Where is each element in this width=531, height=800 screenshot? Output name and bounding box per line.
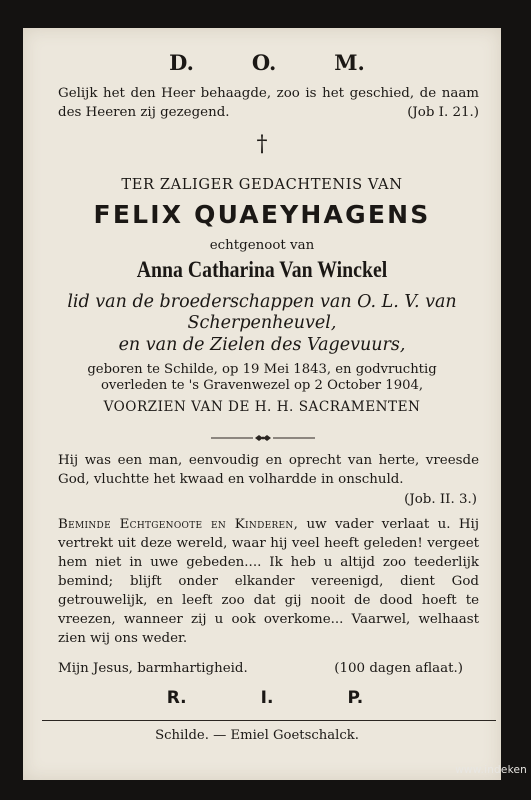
rip-letter-r: R. — [166, 688, 187, 708]
dom-letter-d: D. — [169, 50, 194, 75]
memorial-intro: TER ZALIGER GEDACHTENIS VAN — [121, 176, 403, 193]
rip-heading — [29, 688, 501, 708]
farewell-address: Beminde Echtgenoote en Kinderen, — [58, 517, 299, 532]
cross-icon: † — [256, 132, 268, 157]
farewell-paragraph — [58, 515, 479, 648]
membership-line-3: en van de Zielen des Vagevuurs, — [118, 335, 406, 355]
spouse-name: Anna Catharina Van Winckel — [136, 257, 388, 282]
sacraments-line: VOORZIEN VAN DE H. H. SACRAMENTEN — [103, 399, 421, 415]
verse-paragraph: Hij was een man, eenvoudig en oprecht van herte, vreesde God, vluchtte het kwaad en volhardde in onschuld. — [58, 453, 479, 487]
ornament-divider-icon — [211, 433, 315, 443]
dom-letter-o: O. — [251, 50, 277, 75]
farewell-text: uw vader verlaat u. Hij vertrekt uit deze wereld, waar hij veel heeft geleden! vergeet hem niet in uwe gebeden.... Ik heb u altijd zoo teederlijk bemind; blijft onder elkander vereenigd, dient God getrouwelijk, en leeft zoo dat gij nooit de dood hoeft te vreezen, wanneer zij u ook overkome... Vaarwel, welhaast zien wij ons weder. — [58, 517, 479, 646]
rip-letter-i: I. — [260, 688, 274, 708]
footer-divider — [42, 720, 496, 721]
indulgence-line: (100 dagen aflaat.) — [334, 661, 463, 676]
membership-line-2: Scherpenheuvel, — [187, 313, 337, 333]
prayer-line: Mijn Jesus, barmhartigheid. — [58, 661, 248, 676]
dom-heading — [33, 50, 501, 75]
memorial-card — [23, 28, 501, 780]
rip-letter-p: P. — [347, 688, 364, 708]
verse-ref: (Job. II. 3.) — [404, 492, 477, 507]
watermark-text: www.indeken — [455, 764, 527, 776]
opening-verse-ref: (Job I. 21.) — [407, 105, 479, 120]
printer-credit: Schilde. — Emiel Goetschalck. — [155, 728, 359, 743]
opening-verse — [58, 84, 479, 122]
dom-letter-m: M. — [334, 50, 365, 75]
death-line: overleden te 's Gravenwezel op 2 October 1904, — [100, 378, 424, 393]
membership-line-1: lid van de broederschappen van O. L. V. van — [67, 292, 457, 312]
relation-text: echtgenoot van — [209, 238, 315, 253]
deceased-name: FELIX QUAEYHAGENS — [93, 200, 431, 229]
birth-line: geboren te Schilde, op 19 Mei 1843, en godvruchtig — [87, 362, 437, 377]
opening-verse-text: Gelijk het den Heer behaagde, zoo is het geschied, de naam des Heeren zij gezegend. — [58, 86, 479, 120]
